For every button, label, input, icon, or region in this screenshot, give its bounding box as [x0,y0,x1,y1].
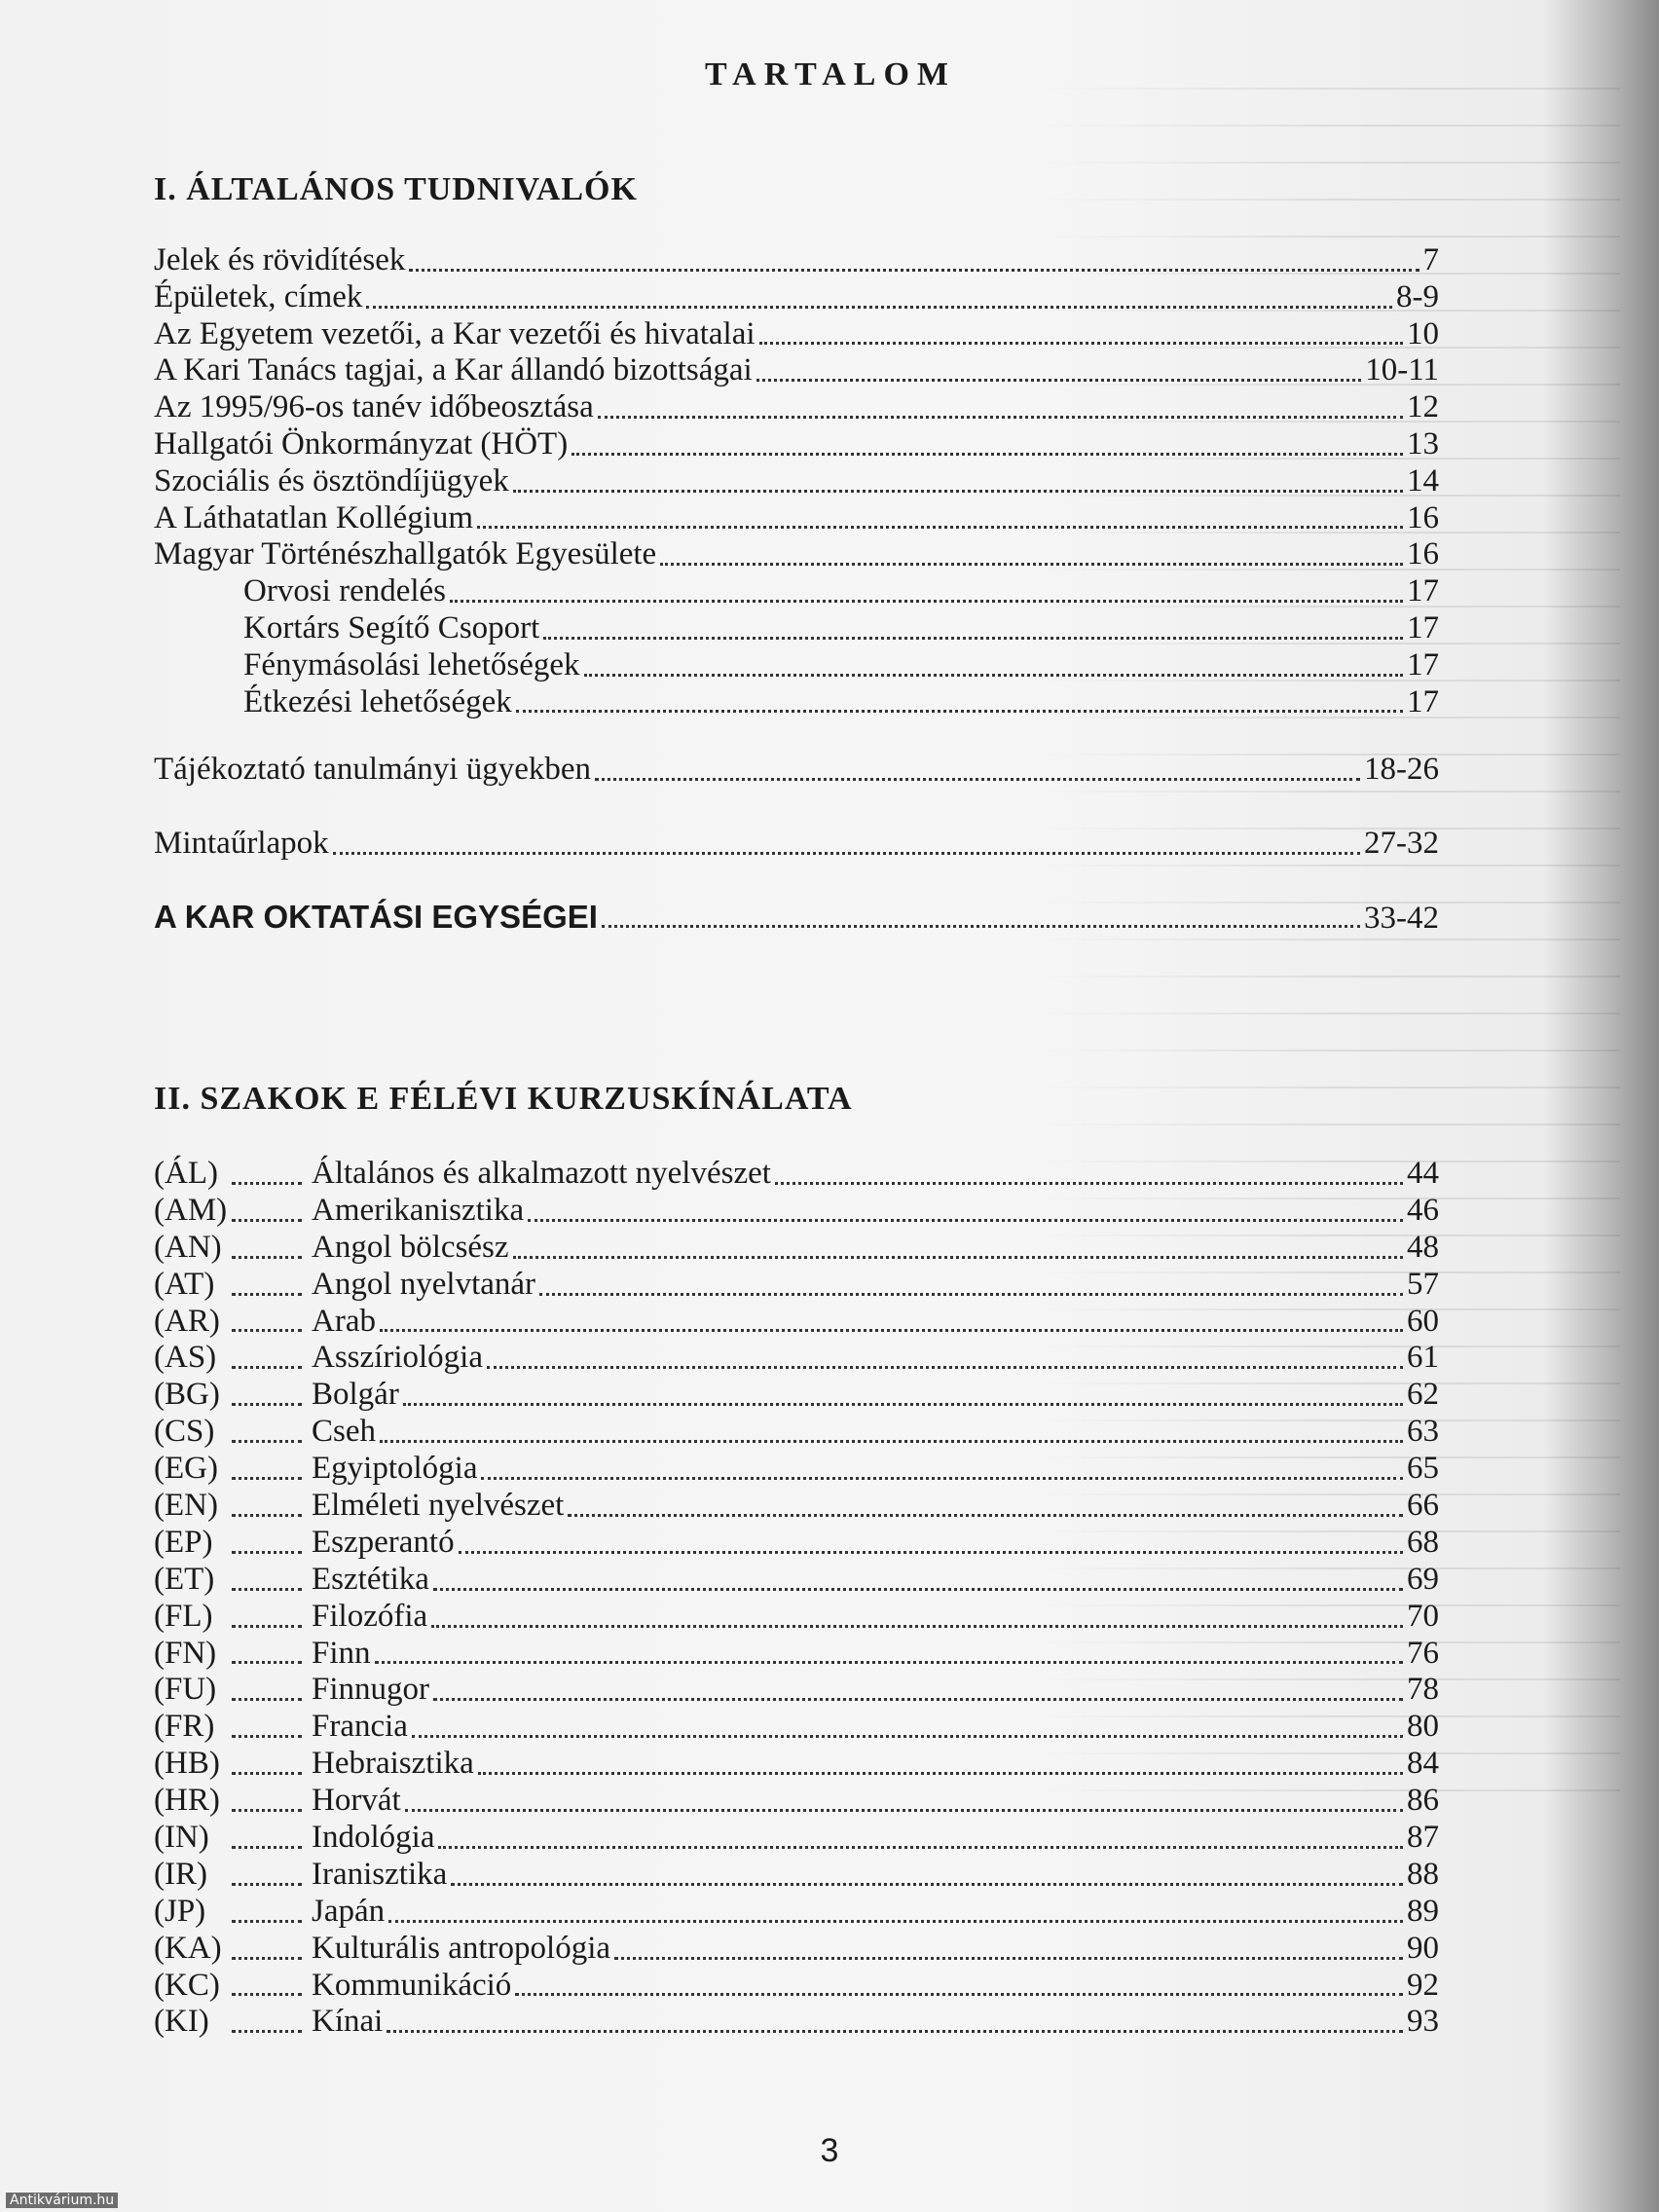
toc-entry-page: 10-11 [1365,352,1439,388]
toc-entry-page: 18-26 [1364,752,1439,787]
course-code: (FN) [154,1635,217,1671]
dot-leader [232,1440,302,1443]
toc-entry-page: 16 [1407,536,1439,572]
course-name: Amerikanisztika [312,1192,525,1228]
toc-entry-page: 10 [1407,315,1439,351]
section-heading-general: I. ÁLTALÁNOS TUDNIVALÓK [154,171,638,207]
dot-leader [232,1403,302,1406]
dot-leader [433,1588,1403,1591]
course-entry [154,1451,1439,1488]
course-name: Kommunikáció [312,1967,512,2003]
course-name: Kínai [312,2004,384,2040]
course-page: 69 [1407,1561,1439,1597]
dot-leader [380,1329,1403,1332]
course-code: (HR) [154,1783,220,1819]
dot-leader [775,1182,1403,1185]
dot-leader [380,1440,1403,1443]
course-entry [154,1267,1439,1304]
course-code: (KA) [154,1930,222,1966]
course-code: (ET) [154,1561,215,1597]
course-entry [154,1304,1439,1341]
dot-leader [481,1477,1403,1480]
dot-leader [571,453,1403,456]
dot-leader [438,1846,1403,1849]
toc-entry-label: A Kari Tanács tagjai, a Kar állandó bizottságai [154,352,753,388]
course-entry [154,1746,1439,1783]
course-code: (AS) [154,1340,217,1376]
toc-entry-page: 17 [1407,683,1439,719]
toc-entry-page: 14 [1407,462,1439,498]
toc-entry [154,242,1439,279]
toc-entry [154,752,1439,789]
dot-leader [756,379,1362,382]
course-page: 44 [1407,1156,1439,1191]
toc-entry [154,463,1439,500]
course-entry [154,1783,1439,1820]
dot-leader [516,710,1403,713]
course-code: (EG) [154,1451,218,1487]
dot-leader [451,1883,1403,1886]
course-code: (IN) [154,1820,209,1856]
dot-leader [539,1293,1403,1296]
dot-leader [232,1256,302,1259]
toc-entry-label: Kortárs Segítő Csoport [243,609,540,645]
dot-leader [584,674,1403,677]
course-entry [154,1377,1439,1414]
page-title: TARTALOM [705,56,956,92]
dot-leader [759,342,1403,345]
toc-entry [154,352,1439,389]
course-code: (AM) [154,1192,228,1228]
course-page: 88 [1407,1856,1439,1892]
dot-leader [433,1698,1403,1701]
dot-leader [232,1625,302,1628]
course-page: 46 [1407,1192,1439,1228]
dot-leader [232,1366,302,1369]
course-code: (BG) [154,1377,220,1413]
course-code: (ÁL) [154,1156,218,1191]
toc-entry-page: 17 [1407,609,1439,645]
dot-leader [660,563,1403,566]
dot-leader [614,1957,1403,1960]
course-entry [154,1193,1439,1230]
toc-entry [154,536,1439,573]
course-page: 66 [1407,1488,1439,1524]
course-name: Eszperantó [312,1524,455,1560]
course-name: Elméleti nyelvészet [312,1488,565,1524]
dot-leader [459,1551,1403,1554]
course-entry [154,1931,1439,1968]
toc-entry-page: 27-32 [1364,826,1439,861]
dot-leader [232,1698,302,1701]
dot-leader [543,637,1403,640]
course-name: Francia [312,1709,408,1745]
dot-leader [232,1920,302,1923]
course-code: (FL) [154,1598,213,1634]
toc-entry-label: Magyar Történészhallgatók Egyesülete [154,536,657,572]
course-code: (KI) [154,2004,209,2040]
course-code: (FU) [154,1672,217,1708]
dot-leader [232,1477,302,1480]
dot-leader [515,1993,1403,1996]
toc-entry [154,389,1439,426]
section-heading-courses: II. SZAKOK E FÉLÉVI KURZUSKÍNÁLATA [154,1081,853,1117]
course-page: 65 [1407,1451,1439,1487]
toc-entry-label: Szociális és ösztöndíjügyek [154,462,509,498]
course-page: 80 [1407,1709,1439,1745]
course-entry [154,1414,1439,1451]
toc-entry-label: Jelek és rövidítések [154,242,406,277]
dot-leader [528,1219,1403,1222]
course-name: Asszíriológia [312,1340,483,1376]
toc-entry-label: Épületek, címek [154,278,363,314]
course-page: 63 [1407,1414,1439,1450]
dot-leader [602,925,1360,928]
course-name: Általános és alkalmazott nyelvészet [312,1156,771,1191]
course-code: (JP) [154,1893,206,1929]
dot-leader [232,1514,302,1517]
course-list [154,1156,1439,2041]
course-page: 78 [1407,1672,1439,1708]
course-name: Arab [312,1303,376,1339]
toc-entry-page: 33-42 [1364,901,1439,936]
course-page: 76 [1407,1635,1439,1671]
toc-entry-page: 12 [1407,389,1439,425]
toc-entry-label: A KAR OKTATÁSI EGYSÉGEI [154,899,598,935]
course-page: 93 [1407,2004,1439,2040]
dot-leader [232,1182,302,1185]
dot-leader [595,778,1360,781]
toc-entry [154,279,1439,316]
course-code: (FR) [154,1709,215,1745]
dot-leader [232,1883,302,1886]
course-name: Finnugor [312,1672,430,1708]
toc-entry-page: 16 [1407,499,1439,535]
course-page: 86 [1407,1783,1439,1819]
toc-entry [154,573,1439,610]
toc-mintaurlapok [154,826,1439,863]
course-entry [154,1599,1439,1636]
dot-leader [232,1993,302,1996]
dot-leader [387,2030,1403,2033]
course-page: 87 [1407,1820,1439,1856]
dot-leader [232,1772,302,1775]
course-entry [154,1636,1439,1673]
dot-leader [366,306,1392,309]
watermark: Antikvárium.hu [6,2193,118,2208]
course-page: 70 [1407,1598,1439,1634]
dot-leader [232,1329,302,1332]
toc-entry-page: 17 [1407,573,1439,609]
toc-entry-page: 17 [1407,646,1439,682]
dot-leader [477,526,1403,529]
course-name: Finn [312,1635,371,1671]
course-page: 68 [1407,1524,1439,1560]
course-page: 84 [1407,1746,1439,1782]
dot-leader [598,416,1403,419]
course-name: Angol nyelvtanár [312,1266,536,1302]
course-page: 62 [1407,1377,1439,1413]
course-entry [154,1894,1439,1931]
toc-entry [154,426,1439,463]
course-page: 61 [1407,1340,1439,1376]
course-code: (AR) [154,1303,220,1339]
course-code: (AN) [154,1229,222,1265]
dot-leader [232,1551,302,1554]
course-name: Japán [312,1893,386,1929]
toc-entry-label: Fénymásolási lehetőségek [243,646,580,682]
toc-general-list [154,242,1439,720]
dot-leader [232,1293,302,1296]
toc-entry-page: 13 [1407,425,1439,461]
dot-leader [478,1772,1403,1775]
course-entry [154,1562,1439,1599]
page-number: 3 [820,2132,839,2169]
dot-leader [333,852,1360,855]
toc-entry [154,610,1439,647]
course-code: (IR) [154,1856,207,1892]
course-name: Iranisztika [312,1856,448,1892]
dot-leader [232,1846,302,1849]
course-name: Bolgár [312,1377,399,1413]
course-name: Kulturális antropológia [312,1930,611,1966]
dot-leader [232,1588,302,1591]
dot-leader [232,1735,302,1738]
dot-leader [232,2030,302,2033]
course-entry [154,1525,1439,1562]
dot-leader [431,1625,1403,1628]
toc-entry-page: 8-9 [1396,278,1439,314]
course-entry [154,1857,1439,1894]
toc-entry-label: Hallgatói Önkormányzat (HÖT) [154,425,569,461]
toc-tajekoztato [154,752,1439,789]
course-name: Hebraisztika [312,1746,474,1782]
course-code: (KC) [154,1967,220,2003]
course-code: (AT) [154,1266,215,1302]
course-name: Filozófia [312,1598,428,1634]
course-name: Horvát [312,1783,401,1819]
toc-entry [154,684,1439,721]
toc-entry-label: Orvosi rendelés [243,573,447,609]
course-name: Angol bölcsész [312,1229,509,1265]
course-name: Esztétika [312,1561,429,1597]
toc-entry-label: A Láthatatlan Kollégium [154,499,474,535]
course-name: Egyiptológia [312,1451,478,1487]
course-name: Cseh [312,1414,376,1450]
dot-leader [232,1809,302,1812]
course-code: (EP) [154,1524,213,1560]
dot-leader [232,1661,302,1664]
dot-leader [513,490,1403,493]
course-name: Indológia [312,1820,435,1856]
toc-entry-label: Tájékoztató tanulmányi ügyekben [154,752,592,787]
toc-entry [154,316,1439,353]
course-entry [154,1968,1439,2005]
toc-entry [154,826,1439,863]
dot-leader [409,269,1419,272]
dot-leader [412,1735,1403,1738]
course-entry [154,1672,1439,1709]
course-page: 57 [1407,1266,1439,1302]
course-page: 92 [1407,1967,1439,2003]
toc-kar-egysegei [154,899,1439,936]
toc-entry-label: Mintaűrlapok [154,826,329,861]
dot-leader [513,1256,1403,1259]
dot-leader [450,600,1403,603]
course-code: (HB) [154,1746,220,1782]
toc-entry-label: Az Egyetem vezetői, a Kar vezetői és hivatalai [154,315,756,351]
toc-entry [154,500,1439,537]
course-page: 89 [1407,1893,1439,1929]
dot-leader [568,1514,1403,1517]
course-page: 90 [1407,1930,1439,1966]
course-page: 60 [1407,1303,1439,1339]
dot-leader [405,1809,1403,1812]
course-entry [154,1709,1439,1746]
course-entry [154,2004,1439,2041]
course-code: (CS) [154,1414,215,1450]
toc-entry-label: Étkezési lehetőségek [243,683,512,719]
course-page: 48 [1407,1229,1439,1265]
course-entry [154,1156,1439,1193]
dot-leader [232,1219,302,1222]
toc-entry [154,899,1439,936]
course-code: (EN) [154,1488,218,1524]
course-entry [154,1230,1439,1267]
dot-leader [403,1403,1403,1406]
toc-entry-label: Az 1995/96-os tanév időbeosztása [154,389,594,425]
dot-leader [375,1661,1403,1664]
dot-leader [487,1366,1403,1369]
toc-entry-page: 7 [1422,242,1439,277]
course-entry [154,1820,1439,1857]
course-entry [154,1488,1439,1525]
toc-entry [154,647,1439,684]
dot-leader [232,1957,302,1960]
course-entry [154,1340,1439,1377]
dot-leader [388,1920,1403,1923]
